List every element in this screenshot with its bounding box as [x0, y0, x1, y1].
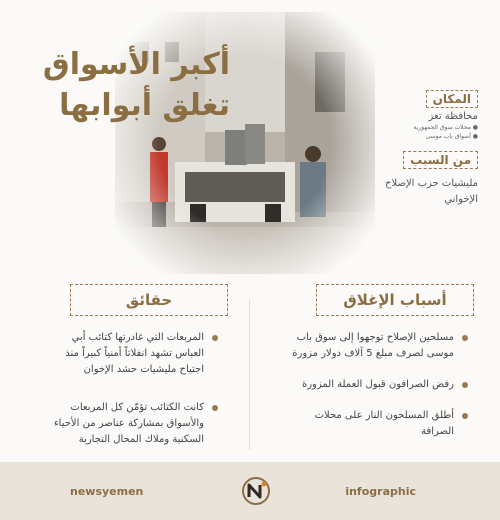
bullet-icon: [462, 335, 468, 341]
reason-text: أطلق المسلحون النار على محلات الصرافة: [314, 410, 454, 437]
facts-header: حقائق: [70, 284, 228, 316]
footer-bar: [0, 462, 500, 520]
fact-item: [42, 400, 218, 448]
bullet-icon: [462, 413, 468, 419]
reasons-list: [288, 330, 468, 455]
cause-value: مليشيات حزب الإصلاح الإخواني: [385, 178, 478, 205]
bullet-icon: [212, 405, 218, 411]
place-sub-1: ● محلات سوق الجمهورية: [413, 124, 478, 131]
reason-item: [288, 377, 468, 393]
headline: [20, 48, 230, 123]
infographic-tag: infographic: [345, 484, 416, 498]
newsyemen-logo-icon: [240, 475, 272, 507]
cause-label: من السبب: [403, 151, 478, 169]
bullet-icon: [212, 335, 218, 341]
reason-text: مسلحين الإصلاح توجهوا إلى سوق باب موسى لصرف مبلغ 5 آلاف دولار مزورة: [292, 332, 454, 359]
fact-item: [42, 330, 218, 378]
reasons-header: أسباب الإغلاق: [316, 284, 474, 316]
facts-list: [42, 330, 218, 470]
place-label: المكان: [426, 90, 478, 108]
place-block: [368, 88, 478, 140]
cause-block: [368, 149, 478, 208]
fact-text: كانت الكتائب تؤمّن كل المربعات والأسواق بمشاركة عناصر من الأحياء السكنية وملاك المحال التجارية: [53, 402, 204, 445]
headline-line-2: تغلق أبوابها: [59, 87, 230, 123]
headline-line-1: أكبر الأسواق: [42, 47, 230, 82]
reason-text: رفض الصرافون قبول العملة المزورة: [301, 379, 454, 390]
reason-item: [288, 330, 468, 362]
fact-text: المربعات التي غادرتها كتائب أبي العباس تشهد انفلاتاً أمنياً كبيراً منذ اجتياح مليشيات حشد الإخوان: [65, 332, 204, 375]
place-value: محافظة تعز: [428, 111, 478, 122]
reason-item: [288, 408, 468, 440]
place-sub-2: ● أسواق باب موسى: [425, 133, 478, 140]
column-divider: [249, 300, 250, 450]
bullet-icon: [462, 382, 468, 388]
brand-name: newsyemen: [70, 484, 144, 498]
